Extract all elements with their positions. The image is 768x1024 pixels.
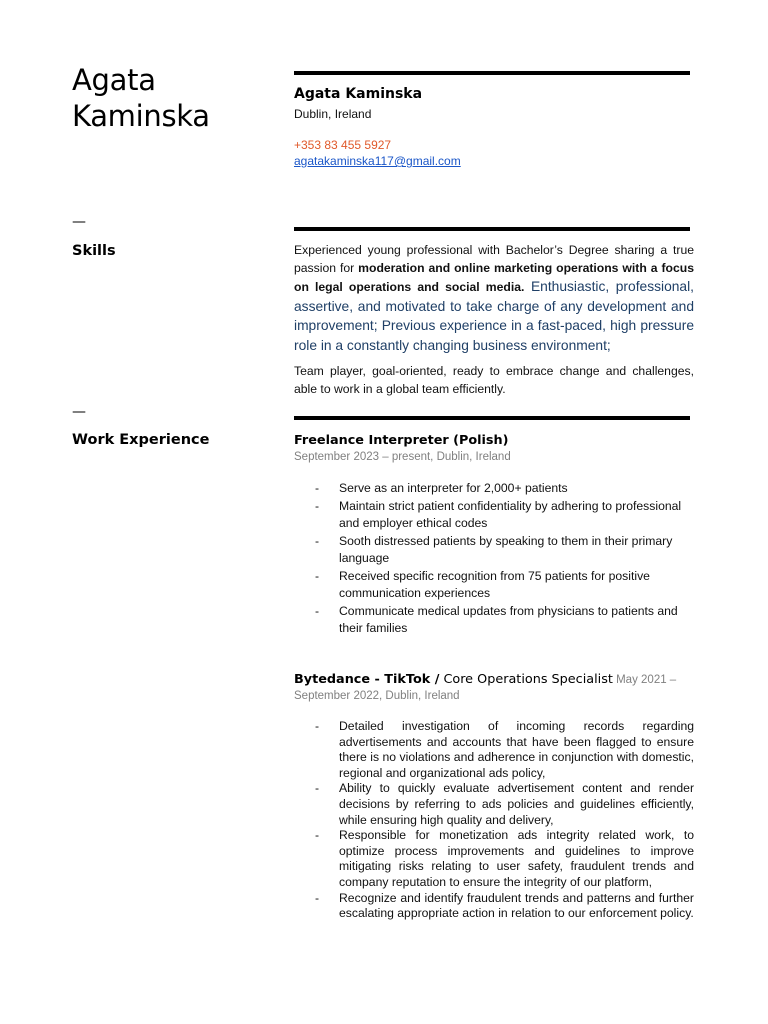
bullet-text: Responsible for monetization ads integrity related work, to optimize process improvements and guidelines to improve mitigating risks relating to user safety, fraudulent trends and company reputation to ensure the integrity of our platform,: [339, 828, 694, 889]
bullet-mark: -: [315, 498, 320, 513]
summary-text-highlight: Enthusiastic, professional, assertive, and motivated to take charge of any development and improvement; Previous experience in a fast-paced, high pressure role in a constantly changing business environment;: [294, 279, 694, 353]
job-bullet: [294, 781, 694, 828]
contact-phone[interactable]: +353 83 455 5927: [294, 138, 392, 152]
job-entry-interpreter: [294, 433, 694, 638]
bullet-mark: -: [315, 828, 320, 843]
contact-block: [294, 86, 694, 169]
bullet-mark: -: [315, 533, 320, 548]
name-first: Agata: [72, 63, 156, 97]
name-last: Kaminska: [72, 99, 210, 133]
summary-text-start: Experienced young professional with Bachelor’s Degree sharing a true passion for: [294, 243, 694, 275]
skills-summary: [294, 242, 694, 398]
job-date-start: May 2021 –: [612, 674, 677, 686]
bullet-mark: -: [315, 890, 320, 905]
job-bullet: [294, 891, 694, 922]
job-bullet-list: [294, 719, 694, 922]
bullet-text: Ability to quickly evaluate advertisement content and render decisions by referring to ads policies and guidelines efficiently, while ensuring high quality and delivery,: [339, 781, 694, 827]
job-title: [294, 672, 694, 687]
bullet-text: Maintain strict patient confidentiality by adhering to professional and employer ethical codes: [339, 498, 682, 530]
job-company: Bytedance - TikTok /: [294, 672, 440, 687]
job-entry-tiktok: [294, 672, 694, 922]
job-date: September 2022, Dublin, Ireland: [294, 690, 460, 702]
bullet-mark: -: [315, 719, 320, 733]
summary-text-bold: moderation and online marketing operations with a focus on legal operations and social media.: [294, 260, 694, 294]
job-bullet: [294, 568, 694, 603]
bullet-mark: -: [315, 481, 320, 495]
job-title: Freelance Interpreter (Polish): [294, 433, 509, 448]
job-bullet: [294, 603, 694, 638]
job-bullet-list: [294, 480, 694, 638]
divider-rule-work: [294, 416, 690, 420]
work-dash: —: [72, 404, 86, 420]
skills-dash: —: [72, 214, 86, 230]
contact-location: Dublin, Ireland: [294, 107, 372, 121]
bullet-text: Communicate medical updates from physicians to patients and their families: [339, 603, 678, 635]
divider-rule-skills: [294, 227, 690, 231]
bullet-mark: -: [315, 568, 320, 583]
resume-name-heading: [72, 62, 210, 134]
divider-rule-contact: [294, 71, 690, 75]
job-bullet: [294, 498, 694, 533]
bullet-text: Received specific recognition from 75 patients for positive communication experiences: [339, 568, 650, 600]
bullet-text: Detailed investigation of incoming records regarding advertisements and accounts that have been flagged to ensure there is no violations and adherence in conjunction with domestic, regional and organizational ads policy,: [339, 719, 694, 780]
work-experience-heading: Work Experience: [72, 432, 210, 448]
summary-paragraph-1: [294, 242, 694, 355]
job-bullet: [294, 533, 694, 568]
bullet-text: Recognize and identify fraudulent trends and patterns and further escalating appropriate action in relation to our enforcement policy.: [339, 890, 694, 921]
job-bullet: [294, 828, 694, 890]
contact-email-link[interactable]: agatakaminska117@gmail.com: [294, 154, 461, 168]
job-bullet: [294, 480, 694, 498]
bullet-mark: -: [315, 781, 320, 796]
skills-heading: Skills: [72, 243, 116, 259]
bullet-text: Serve as an interpreter for 2,000+ patients: [339, 481, 568, 495]
job-role: Core Operations Specialist: [439, 672, 613, 687]
contact-name: Agata Kaminska: [294, 86, 423, 102]
summary-paragraph-2: Team player, goal-oriented, ready to embrace change and challenges, able to work in a global team efficiently.: [294, 364, 694, 396]
bullet-text: Sooth distressed patients by speaking to them in their primary language: [339, 533, 673, 565]
bullet-mark: -: [315, 603, 320, 618]
job-bullet: [294, 719, 694, 781]
job-date: September 2023 – present, Dublin, Ireland: [294, 451, 511, 463]
